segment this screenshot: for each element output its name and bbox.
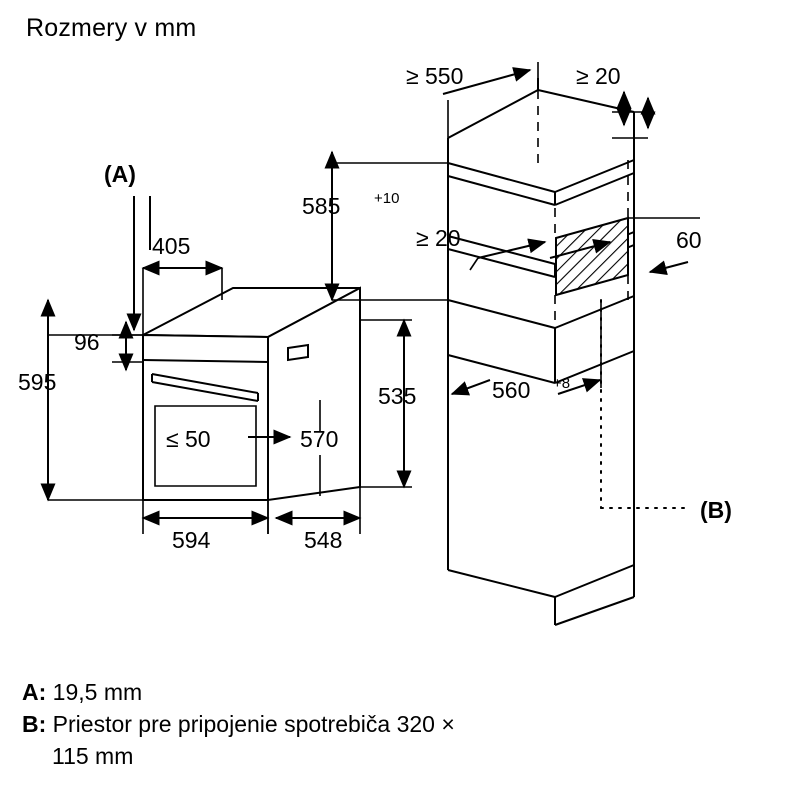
- legend-b-value: Priestor pre pripojenie spotrebiča 320 ×: [52, 711, 455, 737]
- label-b: (B): [700, 497, 732, 523]
- label-a: (A): [104, 161, 136, 187]
- cabinet-drawing: [448, 78, 690, 625]
- legend-row-a: [22, 676, 782, 708]
- dim-96: [74, 322, 143, 370]
- dim-560-text: 560: [492, 377, 531, 403]
- page-title: Rozmery v mm: [26, 14, 197, 42]
- legend-a-value: 19,5 mm: [52, 679, 143, 705]
- dim-548-text: 548: [304, 527, 343, 553]
- dim-594: [143, 500, 268, 553]
- dim-ge20-mid-text: ≥ 20: [416, 225, 461, 251]
- dim-594-text: 594: [172, 527, 211, 553]
- legend-b-key: B:: [22, 711, 47, 737]
- dim-560-tolerance: +8: [553, 375, 571, 392]
- legend-row-b: [22, 708, 782, 772]
- legend-b-value-cont: 115 mm: [52, 743, 134, 769]
- dim-595-text: 595: [18, 369, 57, 395]
- dim-le50-text: ≤ 50: [166, 426, 211, 452]
- dim-60: [628, 218, 702, 272]
- oven-drawing: [143, 288, 360, 500]
- dim-405-text: 405: [152, 233, 191, 259]
- dim-535: [360, 320, 416, 487]
- dim-585-tolerance: +10: [374, 190, 400, 207]
- dim-585-text: 585: [302, 193, 341, 219]
- dim-ge550-text: ≥ 550: [406, 63, 464, 89]
- dim-535-text: 535: [378, 383, 417, 409]
- dim-570-text: 570: [300, 426, 339, 452]
- dim-96-text: 96: [74, 329, 100, 355]
- dim-60-text: 60: [676, 227, 702, 253]
- dim-560: [448, 300, 601, 403]
- dim-ge20-top-text: ≥ 20: [576, 63, 621, 89]
- legend-a-key: A:: [22, 679, 47, 705]
- label-b-group: [700, 497, 732, 523]
- legend: [22, 676, 782, 772]
